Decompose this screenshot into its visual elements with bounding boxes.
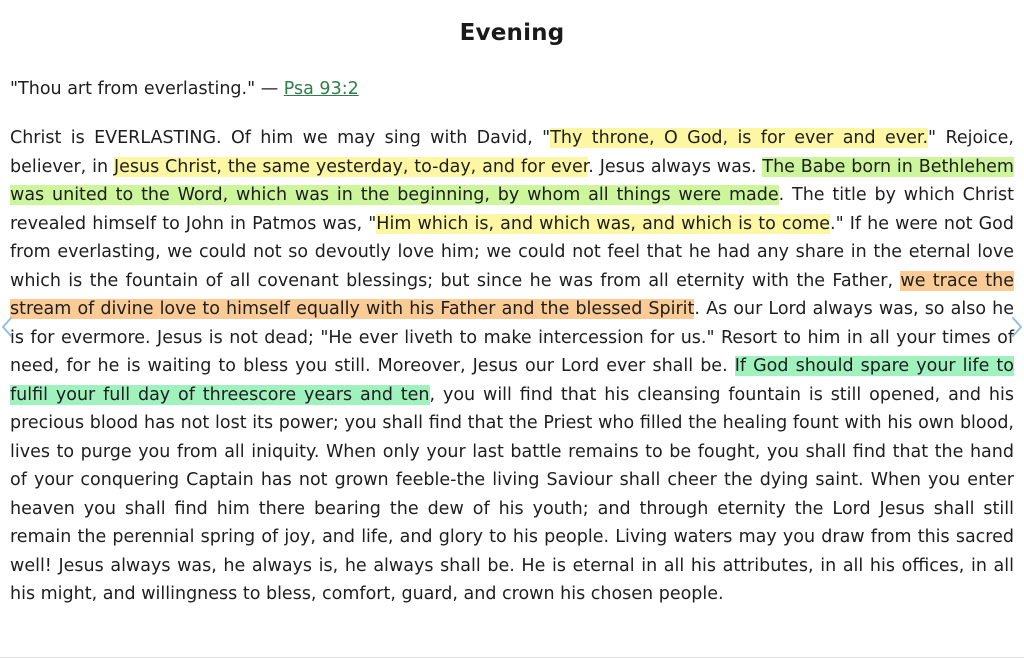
reading-text bbox=[10, 124, 1014, 609]
page-title: Evening bbox=[459, 20, 565, 46]
previous-page-button[interactable] bbox=[0, 316, 14, 338]
highlighted-passage[interactable]: Him which is, and which was, and which is to come bbox=[376, 213, 831, 234]
highlighted-passage[interactable]: Thy throne, O God, is for ever and ever. bbox=[550, 128, 929, 148]
text-segment: . Jesus always was. bbox=[588, 156, 763, 177]
highlighted-passage[interactable]: we trace the stream of divine love to himself equally with his Father and the blessed Spirit bbox=[10, 270, 1014, 319]
highlighted-passage[interactable]: Jesus Christ, the same yesterday, to-day, and for ever bbox=[113, 156, 589, 177]
text-segment: ." If he were not God from everlasting, we could not so devoutly love him; we could not feel that he had any share in the eternal love which is the fountain of all covenant blessings; but since he was from all eternity with the Father, bbox=[10, 213, 1014, 291]
chevron-left-icon bbox=[0, 316, 14, 338]
next-page-button[interactable] bbox=[1010, 316, 1024, 338]
text-segment: , you will find that his cleansing fountain is still opened, and his precious blood has not lost its power; you shall find that the Priest who filled the healing fount with his own blood, lives to purge you from all iniquity. When only your last battle remains to be fought, you shall find that the hand of your conquering Captain has not grown feeble-the living Saviour shall cheer the dying saint. When you enter heaven you shall find him there bearing the dew of his youth; and through eternity the Lord Jesus shall still remain the perennial spring of joy, and life, and glory to his people. Living waters may you draw from this sacred well! Jesus always was, he always is, he always shall be. He is eternal in all his attributes, in all his offices, in all his might, and willingness to bless, comfort, guard, and crown his chosen people. bbox=[10, 384, 1014, 604]
text-segment: . The title by which Christ revealed himself to John in Patmos was, " bbox=[10, 185, 1014, 234]
highlighted-passage[interactable]: The Babe born in Bethlehem was united to the Word, which was in the beginning, by whom all things were made bbox=[10, 156, 1014, 205]
highlighted-passage[interactable]: If God should spare your life to fulfil your full day of threescore years and ten bbox=[10, 356, 1014, 405]
text-segment: " Rejoice, believer, in bbox=[10, 128, 1014, 177]
text-segment: . As our Lord always was, so also he is for evermore. Jesus is not dead; "He ever liveth to make intercession for us." Resort to him in all your times of need, for he is waiting to bless you still. Moreover, Jesus our Lord ever shall be. bbox=[10, 299, 1015, 376]
verse-line bbox=[10, 77, 1014, 101]
text-segment: Christ is EVERLASTING. Of him we may sing with David, " bbox=[10, 128, 551, 148]
verse-quote: "Thou art from everlasting." — bbox=[10, 79, 284, 99]
chevron-right-icon bbox=[1010, 316, 1024, 338]
verse-reference-link[interactable]: Psa 93:2 bbox=[283, 79, 359, 99]
